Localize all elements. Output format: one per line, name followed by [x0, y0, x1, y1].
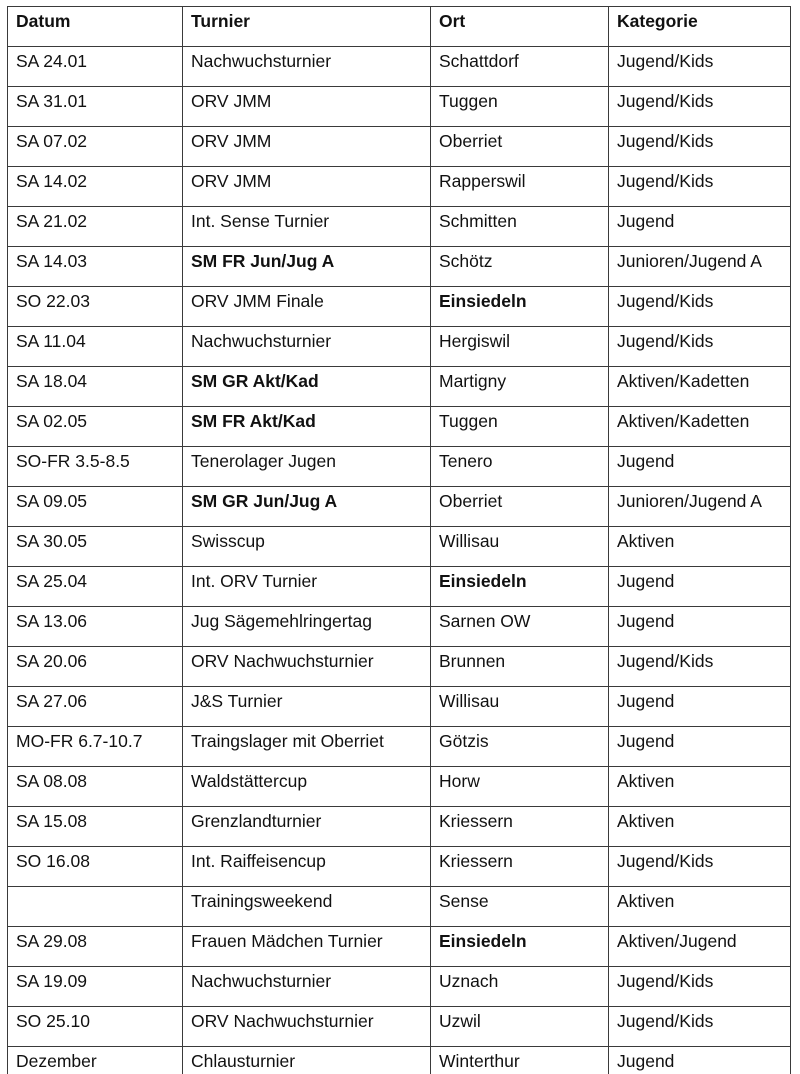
table-row — [8, 247, 791, 287]
cell-turnier: J&S Turnier — [183, 687, 431, 727]
cell-turnier: ORV JMM — [183, 127, 431, 167]
cell-turnier: Int. Sense Turnier — [183, 207, 431, 247]
cell-ort: Sarnen OW — [431, 607, 609, 647]
cell-datum: SA 24.01 — [8, 47, 183, 87]
cell-kategorie: Jugend — [609, 207, 791, 247]
cell-ort: Uznach — [431, 967, 609, 1007]
cell-turnier: Frauen Mädchen Turnier — [183, 927, 431, 967]
cell-ort: Willisau — [431, 687, 609, 727]
cell-turnier: ORV Nachwuchsturnier — [183, 1007, 431, 1047]
table-row — [8, 527, 791, 567]
cell-datum: SA 21.02 — [8, 207, 183, 247]
header-turnier: Turnier — [183, 7, 431, 47]
cell-ort: Oberriet — [431, 127, 609, 167]
cell-kategorie: Aktiven — [609, 527, 791, 567]
cell-datum: SA 11.04 — [8, 327, 183, 367]
cell-turnier: Tenerolager Jugen — [183, 447, 431, 487]
table-row — [8, 847, 791, 887]
cell-datum: SA 27.06 — [8, 687, 183, 727]
table-row — [8, 567, 791, 607]
cell-datum: SO 16.08 — [8, 847, 183, 887]
cell-datum: MO-FR 6.7-10.7 — [8, 727, 183, 767]
table-row — [8, 47, 791, 87]
cell-ort: Brunnen — [431, 647, 609, 687]
cell-ort: Sense — [431, 887, 609, 927]
cell-turnier: Nachwuchsturnier — [183, 47, 431, 87]
schedule-table — [7, 6, 791, 1074]
cell-turnier: SM GR Akt/Kad — [183, 367, 431, 407]
table-row — [8, 167, 791, 207]
cell-kategorie: Aktiven/Kadetten — [609, 367, 791, 407]
table-row — [8, 447, 791, 487]
cell-datum: SA 07.02 — [8, 127, 183, 167]
cell-ort: Rapperswil — [431, 167, 609, 207]
cell-turnier: Int. ORV Turnier — [183, 567, 431, 607]
cell-kategorie: Jugend — [609, 567, 791, 607]
cell-ort: Hergiswil — [431, 327, 609, 367]
table-row — [8, 767, 791, 807]
cell-turnier: Traingslager mit Oberriet — [183, 727, 431, 767]
cell-ort: Kriessern — [431, 807, 609, 847]
cell-ort: Kriessern — [431, 847, 609, 887]
cell-turnier: ORV Nachwuchsturnier — [183, 647, 431, 687]
cell-datum: SA 13.06 — [8, 607, 183, 647]
cell-ort: Schötz — [431, 247, 609, 287]
cell-datum — [8, 887, 183, 927]
cell-kategorie: Jugend/Kids — [609, 87, 791, 127]
cell-turnier: Swisscup — [183, 527, 431, 567]
cell-datum: SA 18.04 — [8, 367, 183, 407]
table-row — [8, 687, 791, 727]
cell-kategorie: Jugend/Kids — [609, 1007, 791, 1047]
table-row — [8, 287, 791, 327]
header-kategorie: Kategorie — [609, 7, 791, 47]
cell-ort: Willisau — [431, 527, 609, 567]
cell-kategorie: Jugend — [609, 607, 791, 647]
cell-turnier: Grenzlandturnier — [183, 807, 431, 847]
cell-datum: SA 31.01 — [8, 87, 183, 127]
cell-kategorie: Jugend/Kids — [609, 127, 791, 167]
cell-turnier: Jug Sägemehlringertag — [183, 607, 431, 647]
cell-datum: SA 30.05 — [8, 527, 183, 567]
cell-ort: Götzis — [431, 727, 609, 767]
cell-datum: SA 14.03 — [8, 247, 183, 287]
cell-datum: SA 09.05 — [8, 487, 183, 527]
cell-turnier: Waldstättercup — [183, 767, 431, 807]
cell-turnier: Chlausturnier — [183, 1047, 431, 1074]
table-row — [8, 487, 791, 527]
cell-ort: Einsiedeln — [431, 567, 609, 607]
table-row — [8, 407, 791, 447]
header-row — [8, 7, 791, 47]
cell-kategorie: Jugend — [609, 1047, 791, 1074]
cell-datum: SA 02.05 — [8, 407, 183, 447]
cell-ort: Tenero — [431, 447, 609, 487]
cell-datum: SO 25.10 — [8, 1007, 183, 1047]
cell-kategorie: Junioren/Jugend A — [609, 247, 791, 287]
table-row — [8, 887, 791, 927]
cell-datum: Dezember — [8, 1047, 183, 1074]
cell-kategorie: Jugend/Kids — [609, 47, 791, 87]
cell-ort: Martigny — [431, 367, 609, 407]
table-row — [8, 1007, 791, 1047]
cell-datum: SA 25.04 — [8, 567, 183, 607]
cell-kategorie: Jugend/Kids — [609, 327, 791, 367]
table-row — [8, 1047, 791, 1074]
cell-kategorie: Jugend/Kids — [609, 647, 791, 687]
cell-turnier: ORV JMM — [183, 167, 431, 207]
cell-kategorie: Aktiven/Kadetten — [609, 407, 791, 447]
cell-kategorie: Jugend/Kids — [609, 287, 791, 327]
cell-ort: Schmitten — [431, 207, 609, 247]
cell-turnier: ORV JMM — [183, 87, 431, 127]
table-row — [8, 647, 791, 687]
cell-kategorie: Jugend/Kids — [609, 167, 791, 207]
cell-ort: Winterthur — [431, 1047, 609, 1074]
cell-ort: Schattdorf — [431, 47, 609, 87]
cell-turnier: SM FR Jun/Jug A — [183, 247, 431, 287]
cell-turnier: Nachwuchsturnier — [183, 967, 431, 1007]
cell-ort: Oberriet — [431, 487, 609, 527]
cell-kategorie: Junioren/Jugend A — [609, 487, 791, 527]
table-row — [8, 207, 791, 247]
cell-datum: SA 19.09 — [8, 967, 183, 1007]
table-row — [8, 927, 791, 967]
cell-ort: Einsiedeln — [431, 287, 609, 327]
cell-ort: Horw — [431, 767, 609, 807]
cell-turnier: Int. Raiffeisencup — [183, 847, 431, 887]
cell-kategorie: Aktiven/Jugend — [609, 927, 791, 967]
table-row — [8, 807, 791, 847]
cell-kategorie: Jugend — [609, 447, 791, 487]
table-row — [8, 87, 791, 127]
table-row — [8, 327, 791, 367]
cell-kategorie: Jugend/Kids — [609, 967, 791, 1007]
cell-kategorie: Aktiven — [609, 767, 791, 807]
table-row — [8, 127, 791, 167]
table-row — [8, 607, 791, 647]
cell-turnier: SM GR Jun/Jug A — [183, 487, 431, 527]
cell-ort: Uzwil — [431, 1007, 609, 1047]
cell-datum: SA 14.02 — [8, 167, 183, 207]
cell-turnier: Trainingsweekend — [183, 887, 431, 927]
cell-turnier: ORV JMM Finale — [183, 287, 431, 327]
cell-kategorie: Jugend — [609, 687, 791, 727]
cell-datum: SO-FR 3.5-8.5 — [8, 447, 183, 487]
header-ort: Ort — [431, 7, 609, 47]
cell-kategorie: Jugend — [609, 727, 791, 767]
cell-kategorie: Aktiven — [609, 807, 791, 847]
cell-datum: SA 29.08 — [8, 927, 183, 967]
header-datum: Datum — [8, 7, 183, 47]
cell-datum: SA 15.08 — [8, 807, 183, 847]
cell-kategorie: Jugend/Kids — [609, 847, 791, 887]
cell-datum: SO 22.03 — [8, 287, 183, 327]
cell-kategorie: Aktiven — [609, 887, 791, 927]
cell-turnier: SM FR Akt/Kad — [183, 407, 431, 447]
cell-datum: SA 20.06 — [8, 647, 183, 687]
cell-ort: Einsiedeln — [431, 927, 609, 967]
cell-ort: Tuggen — [431, 407, 609, 447]
cell-turnier: Nachwuchsturnier — [183, 327, 431, 367]
table-row — [8, 967, 791, 1007]
table-row — [8, 367, 791, 407]
table-row — [8, 727, 791, 767]
cell-datum: SA 08.08 — [8, 767, 183, 807]
cell-ort: Tuggen — [431, 87, 609, 127]
